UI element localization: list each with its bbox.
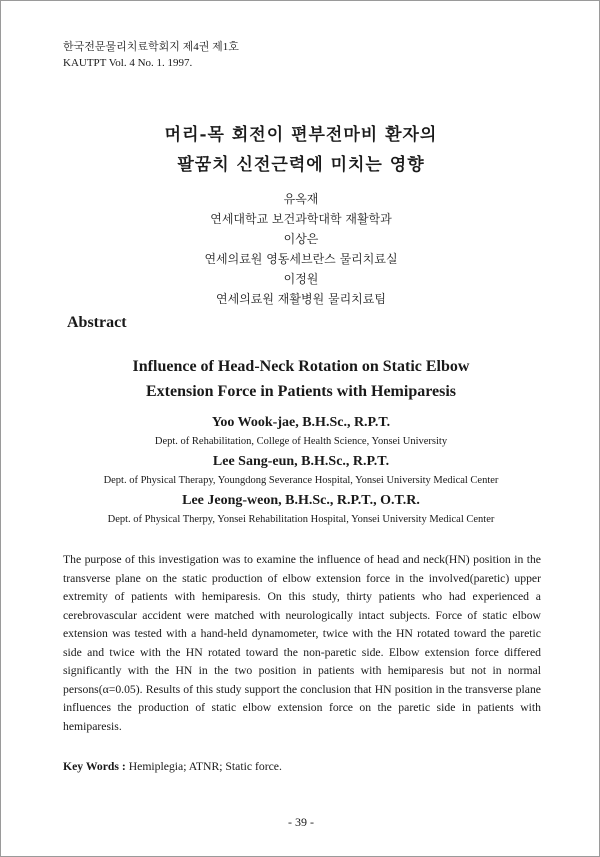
page-number: - 39 - — [288, 815, 314, 829]
journal-name-english: KAUTPT Vol. 4 No. 1. 1997. — [63, 57, 193, 69]
english-author-name: Lee Sang-eun, B.H.Sc., R.P.T. — [212, 454, 390, 469]
korean-author-name: 이정원 — [283, 272, 319, 286]
english-author-affiliation: Dept. of Rehabilitation, College of Health Science, Yonsei University — [154, 436, 448, 447]
abstract-body: The purpose of this investigation was to examine the influence of head and neck(HN) position in the transverse plane on the static production of elbow extension force in the involved(paretic) upper extremity of patients with hemiparesis. On this study, thirty patients who had experienced a cerebrovascular accident were matched with neurologically intact subjects. Force of static elbow extension was tested with a hand-held dynamometer, twice with the HN rotated toward the paretic side and twice with the HN rotated toward the non-paretic side. Elbow extension force differed significantly with the HN in the two position in patients with hemiparesis but not in normal persons(α=0.05). Results of this study support the conclusion that HN position in the transverse plane influences the production of static elbow extension force on the paretic side in patients with hemiparesis. — [63, 553, 541, 733]
keywords-label: Key Words : — [63, 760, 126, 773]
korean-author-affiliation: 연세의료원 재활병원 물리치료팀 — [216, 292, 386, 306]
korean-title — [1, 120, 600, 180]
korean-author-affiliation: 연세대학교 보건과학대학 재활학과 — [210, 212, 392, 226]
korean-author-name: 유옥재 — [283, 192, 319, 206]
english-author-affiliation: Dept. of Physical Therpy, Yonsei Rehabilitation Hospital, Yonsei University Medical Center — [107, 514, 495, 525]
english-title — [1, 354, 600, 404]
english-author-list — [1, 413, 600, 530]
korean-title-line-1: 머리-목 회전이 편부전마비 환자의 — [164, 125, 438, 145]
english-author-name: Yoo Wook-jae, B.H.Sc., R.P.T. — [211, 415, 391, 430]
korean-title-line-2: 팔꿈치 신전근력에 미치는 영향 — [177, 155, 425, 175]
korean-author-affiliation: 연세의료원 영동세브란스 물리치료실 — [204, 252, 398, 266]
english-author-name: Lee Jeong-weon, B.H.Sc., R.P.T., O.T.R. — [182, 493, 420, 508]
english-author-affiliation: Dept. of Physical Therapy, Youngdong Severance Hospital, Yonsei University Medical Center — [103, 475, 499, 486]
korean-author-name: 이상은 — [283, 232, 319, 246]
english-title-line-2: Extension Force in Patients with Hemiparesis — [145, 383, 457, 400]
keywords-value: Hemiplegia; ATNR; Static force. — [128, 760, 282, 773]
korean-author-list — [1, 189, 600, 309]
journal-header — [63, 39, 239, 71]
journal-name-korean: 한국전문물리치료학회지 제4권 제1호 — [63, 41, 239, 53]
english-title-line-1: Influence of Head-Neck Rotation on Static Elbow — [132, 358, 470, 375]
keywords — [63, 758, 282, 776]
abstract-heading: Abstract — [67, 314, 127, 331]
